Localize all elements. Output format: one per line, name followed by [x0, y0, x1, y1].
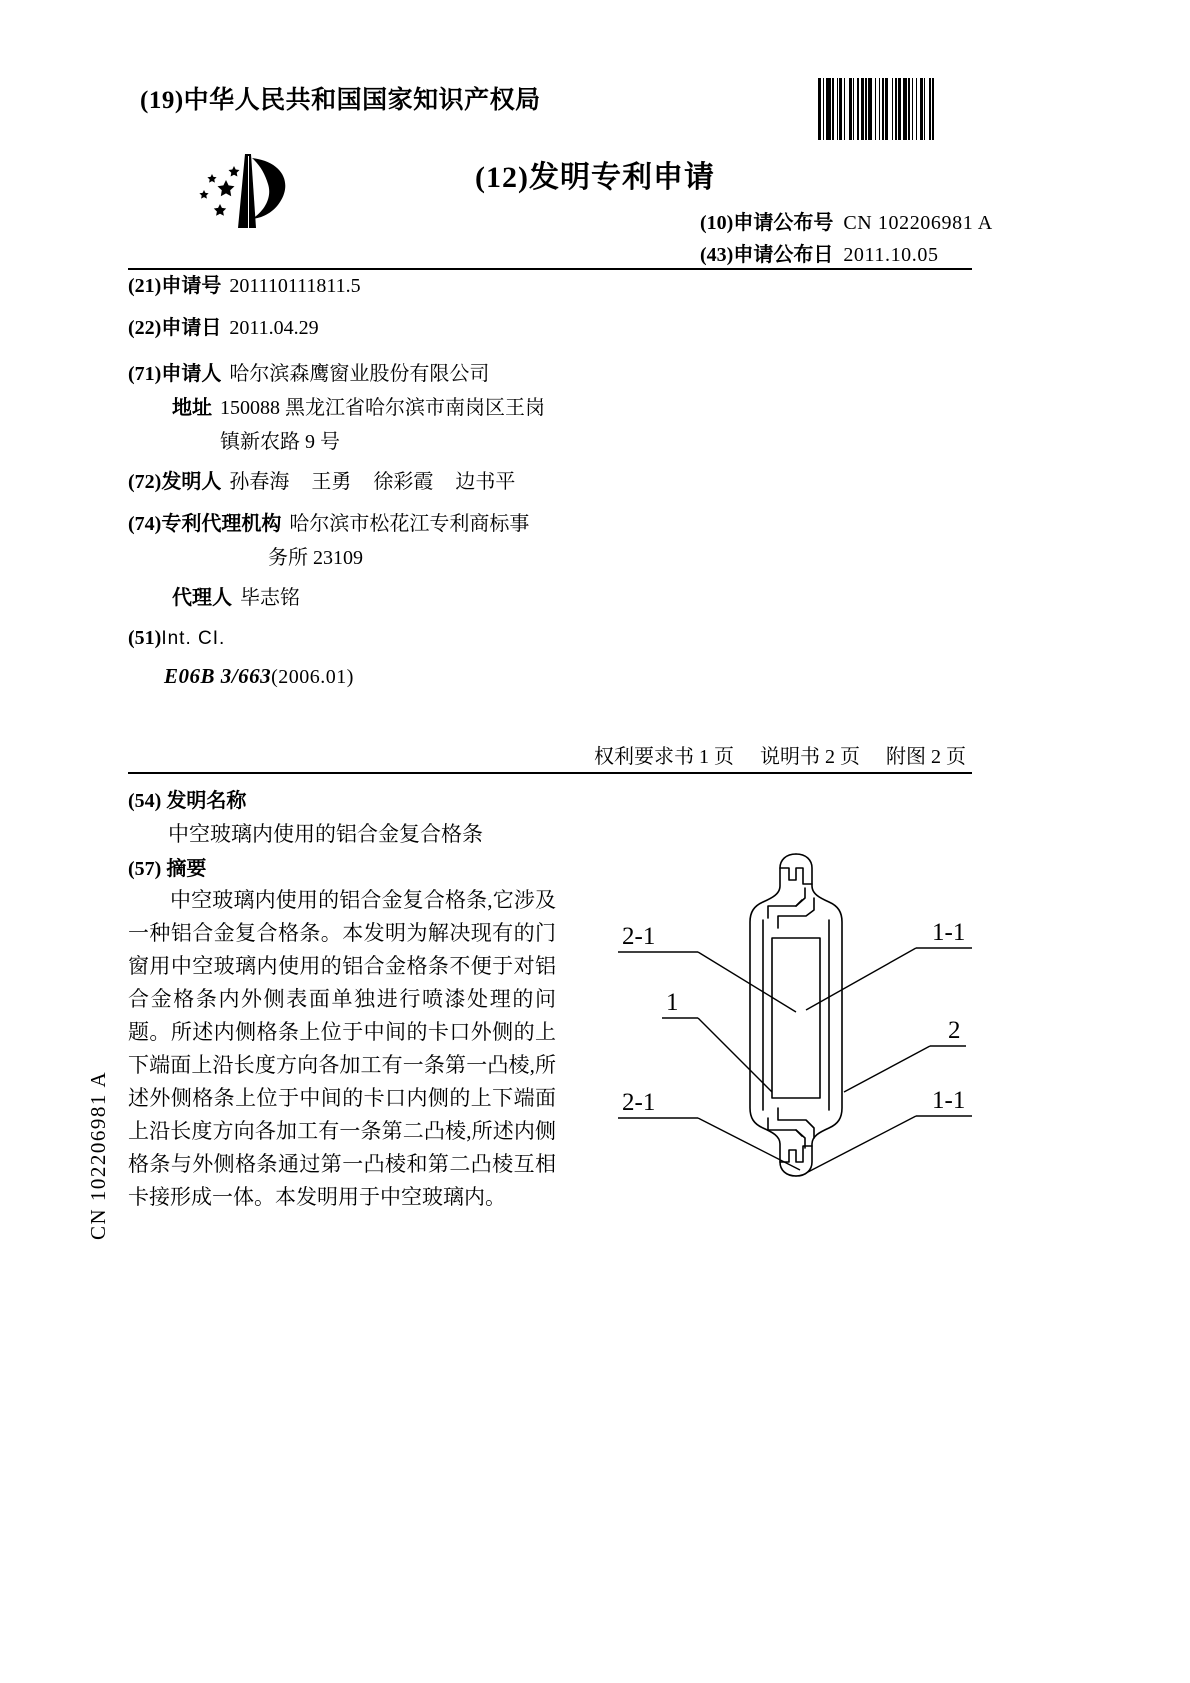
applicant-row: [128, 364, 489, 384]
figure-label-2: 2: [948, 1017, 961, 1044]
address-line-1: 150088 黑龙江省哈尔滨市南岗区王岗: [220, 397, 545, 419]
drawings-page-count: 附图 2 页: [886, 746, 966, 768]
figure-aluminum-grid-bar: [600, 840, 990, 1220]
abstract-divider-rule: [128, 772, 972, 774]
abstract-label: 摘要: [166, 858, 207, 880]
invention-title-label: 发明名称: [166, 790, 247, 812]
document-type-code: (12): [475, 161, 529, 194]
ipc-label: Int. CI.: [161, 628, 226, 649]
application-number-value: 201110111811.5: [229, 275, 361, 297]
publication-date-row: [700, 238, 939, 267]
applicant-code: (71): [128, 363, 162, 385]
inventor-4: 边书平: [455, 471, 516, 493]
header-divider-rule: [128, 268, 972, 270]
publication-date-code: (43): [700, 244, 734, 266]
agent-value: 毕志铭: [240, 587, 300, 609]
ipc-value-row: [164, 666, 354, 687]
inventor-label: 发明人: [161, 471, 222, 493]
agency-label: 专利代理机构: [161, 513, 282, 535]
abstract-text: 中空玻璃内使用的铝合金复合格条,它涉及一种铝合金复合格条。本发明为解决现有的门窗用中空玻璃内使用的铝合金格条不便于对铝合金格条内外侧表面单独进行喷漆处理的问题。所述内侧格条上位于中间的卡口外侧的上下端面上沿长度方向各加工有一条第一凸棱,所述外侧格条上位于中间的卡口内侧的上下端面上沿长度方向各加工有一条第二凸棱,所述内侧格条与外侧格条通过第一凸棱和第二凸棱互相卡接形成一体。本发明用于中空玻璃内。: [128, 888, 556, 1209]
applicant-value: 哈尔滨森鹰窗业股份有限公司: [229, 363, 490, 385]
application-date-label: 申请日: [161, 317, 222, 339]
applicant-address-row-2: [220, 432, 340, 452]
claims-page-count: 权利要求书 1 页: [594, 746, 734, 768]
ipc-classification: E06B 3/663: [164, 664, 272, 688]
abstract-code: (57): [128, 858, 162, 880]
address-label: 地址: [172, 397, 212, 419]
publication-number-value: CN 102206981 A: [843, 212, 993, 234]
ipc-row: [128, 628, 225, 648]
applicant-label: 申请人: [161, 363, 222, 385]
agency-row-2: [268, 548, 363, 568]
abstract-heading: [128, 852, 206, 881]
agent-row: [172, 588, 300, 608]
agency-line-2: 务所 23109: [268, 547, 363, 569]
document-type-label: 发明专利申请: [528, 161, 715, 194]
figure-label-2-1-bottom: 2-1: [622, 1089, 656, 1116]
inventor-row: [128, 472, 537, 492]
agency-row: [128, 514, 529, 534]
publication-number-code: (10): [700, 212, 734, 234]
invention-title-code: (54): [128, 790, 162, 812]
inventor-2: 王勇: [311, 471, 352, 493]
side-publication-code: CN 102206981 A: [86, 1070, 110, 1240]
ipc-version: (2006.01): [271, 666, 354, 688]
application-number-code: (21): [128, 275, 162, 297]
inventor-3: 徐彩霞: [373, 471, 434, 493]
document-type-heading: [0, 152, 1190, 196]
office-code: (19): [140, 87, 184, 114]
description-page-count: 说明书 2 页: [760, 746, 860, 768]
application-date-code: (22): [128, 317, 162, 339]
figure-label-1-1-top: 1-1: [932, 919, 966, 946]
application-date-value: 2011.04.29: [229, 317, 319, 339]
figure-label-2-1-top: 2-1: [622, 923, 656, 950]
inventor-code: (72): [128, 471, 162, 493]
publication-date-label: 申请公布日: [733, 244, 834, 266]
application-number-row: [128, 276, 361, 296]
application-date-row: [128, 318, 319, 338]
invention-title-heading: [128, 784, 246, 813]
publication-date-value: 2011.10.05: [843, 244, 939, 266]
inventor-list: [229, 471, 537, 493]
agency-line-1: 哈尔滨市松花江专利商标事: [289, 513, 530, 535]
page-count-line: [0, 740, 966, 769]
application-number-label: 申请号: [161, 275, 222, 297]
publication-number-row: [700, 206, 993, 235]
issuing-office-line: [140, 80, 541, 116]
address-line-2: 镇新农路 9 号: [220, 431, 340, 453]
applicant-address-row: [172, 398, 545, 418]
publication-number-label: 申请公布号: [733, 212, 834, 234]
agent-label: 代理人: [172, 587, 232, 609]
publication-barcode: [818, 78, 990, 140]
figure-label-1-1-bottom: 1-1: [932, 1087, 966, 1114]
inventor-1: 孙春海: [229, 471, 290, 493]
ipc-code: (51): [128, 627, 162, 649]
office-name: 中华人民共和国国家知识产权局: [183, 87, 541, 114]
agency-code: (74): [128, 513, 162, 535]
page-title: 中空玻璃内使用的铝合金复合格条: [168, 822, 483, 846]
figure-label-1: 1: [666, 989, 679, 1016]
